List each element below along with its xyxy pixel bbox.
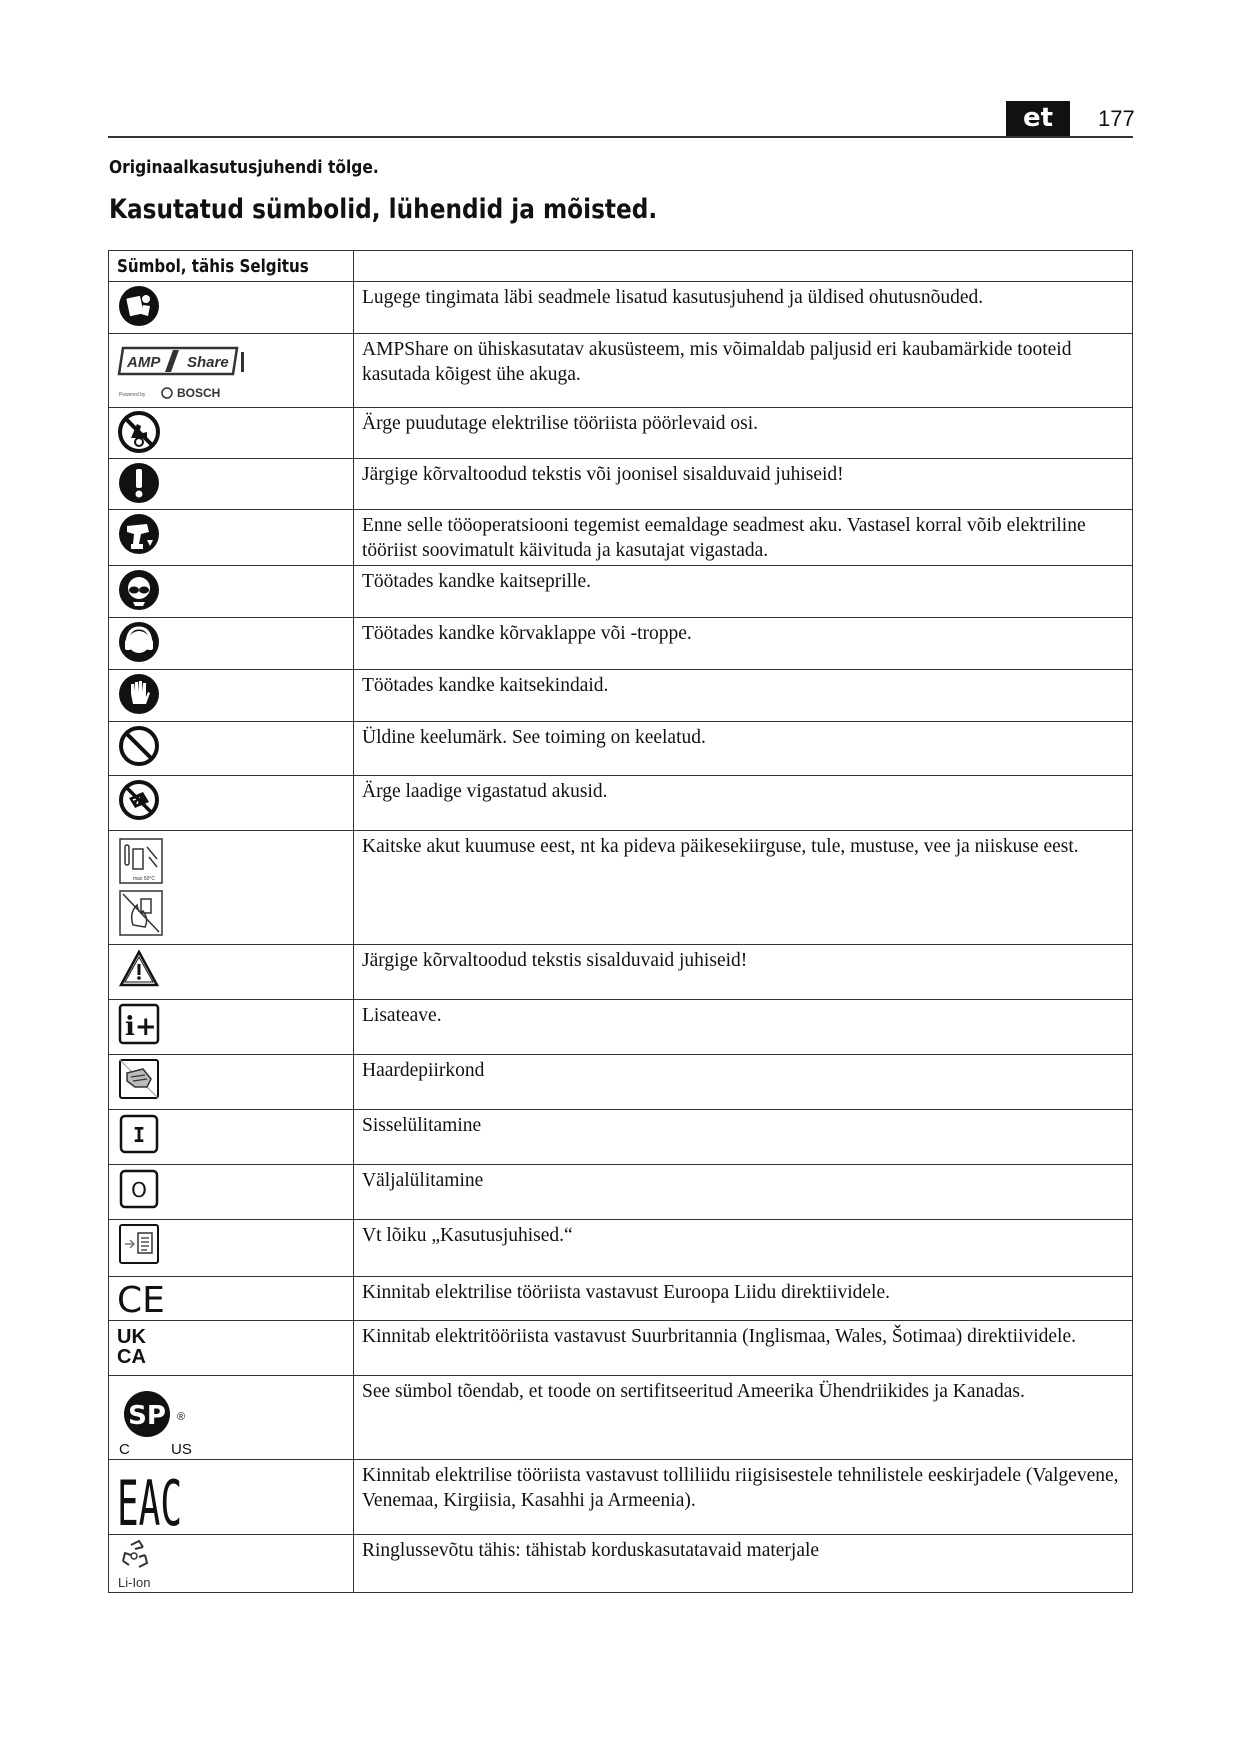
description: Haardepiirkond — [354, 1055, 1133, 1110]
power-off-icon — [117, 1167, 161, 1211]
svg-text:US: US — [171, 1441, 192, 1458]
language-tab: et — [1006, 101, 1070, 136]
csa-mark — [117, 1378, 201, 1458]
table-row — [109, 945, 1133, 1000]
svg-text:®: ® — [177, 1411, 186, 1423]
table-row — [109, 776, 1133, 831]
description: Üldine keelumärk. See toiming on keelatud. — [354, 722, 1133, 776]
table-row — [109, 1110, 1133, 1165]
table-row — [109, 1321, 1133, 1376]
subtitle: Originaalkasutusjuhendi tõlge. — [109, 157, 379, 178]
table-row — [109, 408, 1133, 459]
description: Töötades kandke kõrvaklappe või -troppe. — [354, 618, 1133, 670]
svg-text:Share: Share — [187, 354, 229, 371]
svg-text:EAC: EAC — [117, 1468, 182, 1532]
table-row — [109, 670, 1133, 722]
table-row — [109, 1220, 1133, 1277]
description: Kinnitab elektrilise tööriista vastavust Euroopa Liidu direktiividele. — [354, 1277, 1133, 1321]
no-damaged-battery-icon — [117, 778, 161, 822]
svg-text:i+: i+ — [125, 1012, 157, 1042]
table-row — [109, 282, 1133, 334]
eac-mark — [117, 1462, 187, 1532]
table-row — [109, 1000, 1133, 1055]
svg-text:Powered by: Powered by — [119, 392, 146, 398]
table-row — [109, 1376, 1133, 1460]
svg-text:Li-Ion: Li-Ion — [118, 1575, 151, 1590]
ampshare-logo — [117, 336, 257, 402]
svg-text:AMP: AMP — [127, 354, 161, 371]
description: Ringlussevõtu tähis: tähistab korduskasutatavaid materjale — [354, 1535, 1133, 1593]
svg-text:UK: UK — [117, 1326, 146, 1348]
description: See sümbol tõendab, et toode on sertifitseeritud Ameerika Ühendriikides ja Kanadas. — [354, 1376, 1133, 1460]
svg-text:O: O — [131, 1178, 147, 1202]
table-row — [109, 1460, 1133, 1535]
prohibition-icon — [117, 724, 161, 768]
description: Enne selle tööoperatsiooni tegemist eemaldage seadmest aku. Vastasel korral võib elektriline tööriist soovimatult käivituda ja kasutajat vigastada. — [354, 510, 1133, 566]
ear-protection-icon — [117, 620, 161, 664]
protect-battery-icons — [117, 833, 167, 943]
gloves-icon — [117, 672, 161, 716]
see-section-icon — [117, 1222, 161, 1266]
page-title: Kasutatud sümbolid, lühendid ja mõisted. — [109, 194, 658, 225]
table-row — [109, 722, 1133, 776]
svg-text:I: I — [132, 1123, 146, 1147]
grip-area-icon — [117, 1057, 161, 1101]
table-row — [109, 618, 1133, 670]
description: Lisateave. — [354, 1000, 1133, 1055]
description: Kinnitab elektrilise tööriista vastavust tolliliidu riigisisestele tehnilistele eeskirjadele (Valgevene, Venemaa, Kirgiisia, Kasahhi ja Armeenia). — [354, 1460, 1133, 1535]
description: Kaitske akut kuumuse eest, nt ka pideva päikesekiirguse, tule, mustuse, vee ja niiskuse eest. — [354, 831, 1133, 945]
description: Sisselülitamine — [354, 1110, 1133, 1165]
power-on-icon — [117, 1112, 161, 1156]
table-row — [109, 1535, 1133, 1593]
description: Lugege tingimata läbi seadmele lisatud kasutusjuhend ja üldised ohutusnõuded. — [354, 282, 1133, 334]
table-row — [109, 510, 1133, 566]
info-plus-icon — [117, 1002, 161, 1046]
description: Väljalülitamine — [354, 1165, 1133, 1220]
description: Vt lõiku „Kasutusjuhised.“ — [354, 1220, 1133, 1277]
description: Kinnitab elektritööriista vastavust Suurbritannia (Inglismaa, Wales, Šotimaa) direktiividele. — [354, 1321, 1133, 1376]
table-row — [109, 1165, 1133, 1220]
table-row — [109, 1277, 1133, 1321]
recycling-li-ion-icon — [117, 1537, 167, 1591]
description: Töötades kandke kaitseprille. — [354, 566, 1133, 618]
exclamation-icon — [117, 461, 161, 505]
table-row — [109, 831, 1133, 945]
svg-text:max 50°C: max 50°C — [133, 876, 156, 882]
svg-text:CE: CE — [117, 1280, 165, 1319]
remove-battery-icon — [117, 512, 161, 556]
svg-text:C: C — [119, 1441, 130, 1458]
read-manual-icon — [117, 284, 161, 328]
table-row — [109, 334, 1133, 408]
svg-text:BOSCH: BOSCH — [177, 386, 221, 400]
ukca-mark — [117, 1323, 157, 1367]
page-number: 177 — [1098, 106, 1135, 131]
table-row — [109, 1055, 1133, 1110]
safety-goggles-icon — [117, 568, 161, 612]
description: Töötades kandke kaitsekindaid. — [354, 670, 1133, 722]
svg-text:SP: SP — [128, 1401, 166, 1431]
table-row — [109, 566, 1133, 618]
no-touch-rotating-icon — [117, 410, 161, 454]
svg-text:CA: CA — [117, 1346, 146, 1367]
description: Ärge puudutage elektrilise tööriista pöörlevaid osi. — [354, 408, 1133, 459]
ce-mark — [117, 1279, 167, 1319]
warning-triangle-icon — [117, 947, 161, 991]
description: Järgige kõrvaltoodud tekstis sisalduvaid juhiseid! — [354, 945, 1133, 1000]
table-header-cell — [109, 251, 354, 282]
table-header-empty — [354, 251, 1133, 282]
description: AMPShare on ühiskasutatav akusüsteem, mis võimaldab paljusid eri kaubamärkide tooteid kasutada kõigest ühe akuga. — [354, 334, 1133, 408]
description: Järgige kõrvaltoodud tekstis või joonisel sisalduvaid juhiseid! — [354, 459, 1133, 510]
table-header-label: Sümbol, tähis Selgitus — [117, 256, 309, 277]
description: Ärge laadige vigastatud akusid. — [354, 776, 1133, 831]
table-header-row — [109, 251, 1133, 282]
symbols-table — [108, 250, 1133, 1593]
header-rule — [108, 136, 1133, 138]
table-row — [109, 459, 1133, 510]
